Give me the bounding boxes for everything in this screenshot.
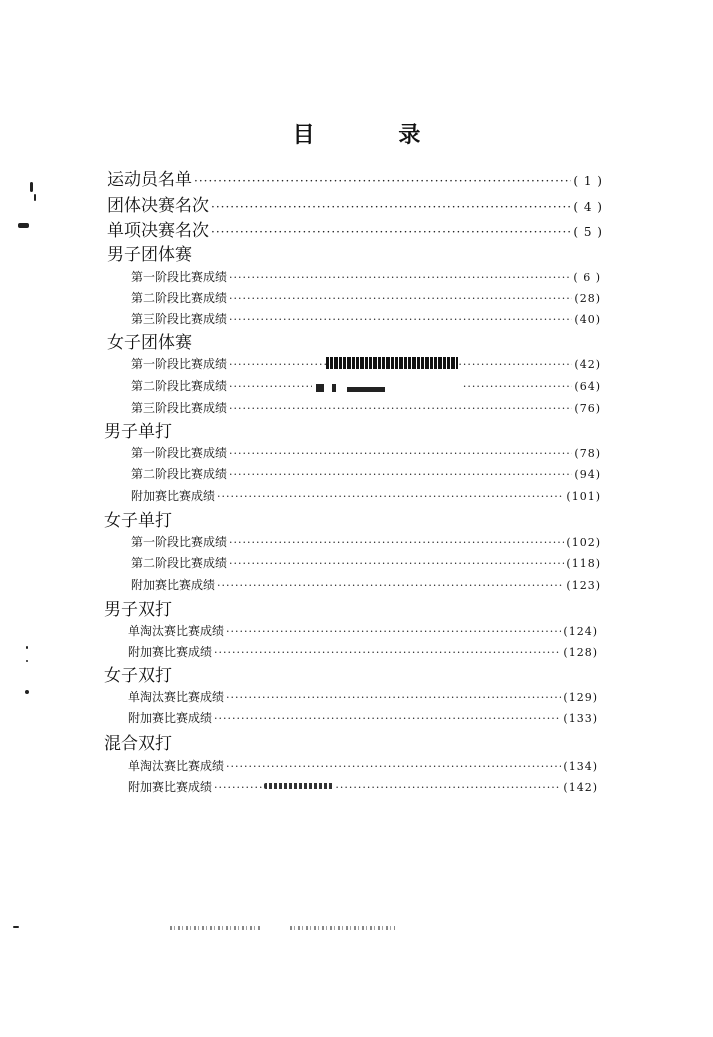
dot-leader — [229, 311, 572, 328]
toc-subentry[interactable] — [131, 444, 601, 462]
dot-leader — [211, 220, 571, 243]
toc-subentry-page: (124) — [563, 625, 598, 638]
toc-subentry-label: 附加赛比赛成绩 — [131, 578, 216, 592]
section-heading: 女子团体赛 — [107, 333, 192, 353]
dot-leader — [229, 466, 572, 483]
dot-leader — [229, 555, 564, 572]
dot-leader — [217, 577, 564, 594]
toc-subentry-page: (102) — [566, 536, 601, 549]
toc-entry-label: 运动员名单 — [107, 170, 192, 190]
section-heading: 女子双打 — [104, 666, 172, 686]
toc-entry-label: 单项决赛名次 — [107, 221, 209, 241]
toc-subentry[interactable] — [131, 554, 601, 572]
toc-subentry-label: 单淘汰赛比赛成绩 — [128, 690, 225, 704]
toc-subentry-label: 单淘汰赛比赛成绩 — [128, 759, 225, 773]
section-heading: 男子团体赛 — [107, 245, 192, 265]
toc-subentry[interactable] — [131, 576, 601, 594]
toc-subentry-label: 第二阶段比赛成绩 — [131, 467, 228, 481]
margin-speck — [25, 690, 29, 694]
toc-subentry-label: 单淘汰赛比赛成绩 — [128, 624, 225, 638]
toc-subentry-label: 附加赛比赛成绩 — [128, 645, 213, 659]
toc-subentry-label: 第一阶段比赛成绩 — [131, 270, 228, 284]
section-heading: 女子单打 — [104, 511, 172, 531]
toc-subentry[interactable] — [128, 688, 598, 706]
toc-entry[interactable] — [107, 219, 603, 243]
dot-leader — [194, 169, 571, 192]
dot-leader — [229, 269, 571, 286]
toc-subentry-page: (42) — [574, 358, 601, 371]
toc-subentry-label: 第二阶段比赛成绩 — [131, 556, 228, 570]
toc-subentry-label: 第一阶段比赛成绩 — [131, 535, 228, 549]
toc-subentry-page: (123) — [566, 579, 601, 592]
toc-entry-page: ( 1 ) — [573, 174, 603, 188]
toc-subentry[interactable] — [128, 757, 598, 775]
ink-smudge — [264, 783, 334, 789]
dot-leader — [211, 195, 571, 218]
toc-subentry-page: (118) — [566, 557, 601, 570]
toc-subentry-page: (28) — [574, 292, 601, 305]
section-heading: 混合双打 — [104, 734, 172, 754]
section-heading: 男子单打 — [104, 422, 172, 442]
toc-subentry[interactable] — [131, 487, 601, 505]
scan-noise — [290, 926, 395, 930]
toc-subentry[interactable] — [131, 465, 601, 483]
dot-leader — [229, 400, 572, 417]
library-barcode — [326, 357, 458, 369]
margin-speck — [30, 182, 33, 192]
section-heading: 男子双打 — [104, 600, 172, 620]
toc-subentry-label: 附加赛比赛成绩 — [128, 711, 213, 725]
margin-speck — [26, 646, 28, 649]
margin-speck — [13, 926, 19, 928]
dot-leader — [226, 689, 561, 706]
toc-subentry-label: 第二阶段比赛成绩 — [131, 379, 228, 393]
dot-leader — [214, 710, 561, 727]
dot-leader — [217, 488, 564, 505]
toc-subentry-label: 第三阶段比赛成绩 — [131, 312, 228, 326]
toc-subentry[interactable] — [128, 643, 598, 661]
margin-speck — [34, 194, 36, 201]
toc-subentry-page: (142) — [563, 781, 598, 794]
toc-entry-page: ( 4 ) — [573, 200, 603, 214]
toc-entry[interactable] — [107, 194, 603, 218]
scan-noise — [170, 926, 260, 930]
dot-leader — [229, 534, 564, 551]
toc-subentry[interactable] — [128, 778, 598, 796]
toc-subentry[interactable] — [131, 268, 601, 286]
toc-subentry[interactable] — [131, 289, 601, 307]
toc-subentry-label: 第一阶段比赛成绩 — [131, 357, 228, 371]
toc-subentry[interactable] — [131, 399, 601, 417]
page-title: 目 录 — [292, 122, 459, 148]
toc-subentry-page: (40) — [574, 313, 601, 326]
toc-subentry-page: (133) — [563, 712, 598, 725]
toc-subentry-page: (128) — [563, 646, 598, 659]
toc-subentry[interactable] — [131, 533, 601, 551]
toc-subentry-page: (129) — [563, 691, 598, 704]
toc-subentry-label: 第三阶段比赛成绩 — [131, 401, 228, 415]
margin-speck — [18, 223, 29, 228]
toc-subentry[interactable] — [128, 622, 598, 640]
toc-subentry-page: (101) — [566, 490, 601, 503]
toc-subentry-page: (134) — [563, 760, 598, 773]
toc-subentry-page: (78) — [574, 447, 601, 460]
toc-subentry-page: (94) — [574, 468, 601, 481]
margin-speck — [26, 660, 28, 662]
toc-entry-label: 团体决赛名次 — [107, 196, 209, 216]
toc-entry-page: ( 5 ) — [573, 225, 603, 239]
toc-entry[interactable] — [107, 168, 603, 192]
toc-subentry-page: (64) — [574, 380, 601, 393]
toc-subentry[interactable] — [131, 310, 601, 328]
dot-leader — [229, 290, 572, 307]
toc-subentry-label: 附加赛比赛成绩 — [128, 780, 213, 794]
toc-subentry-label: 第一阶段比赛成绩 — [131, 446, 228, 460]
toc-subentry-label: 第二阶段比赛成绩 — [131, 291, 228, 305]
toc-subentry-page: ( 6 ) — [573, 271, 601, 284]
toc-subentry-label: 附加赛比赛成绩 — [131, 489, 216, 503]
dot-leader — [226, 758, 561, 775]
dot-leader — [214, 644, 561, 661]
barcode-number-smudge — [312, 377, 462, 389]
dot-leader — [226, 623, 561, 640]
toc-subentry[interactable] — [128, 709, 598, 727]
toc-subentry-page: (76) — [574, 402, 601, 415]
dot-leader — [229, 445, 572, 462]
